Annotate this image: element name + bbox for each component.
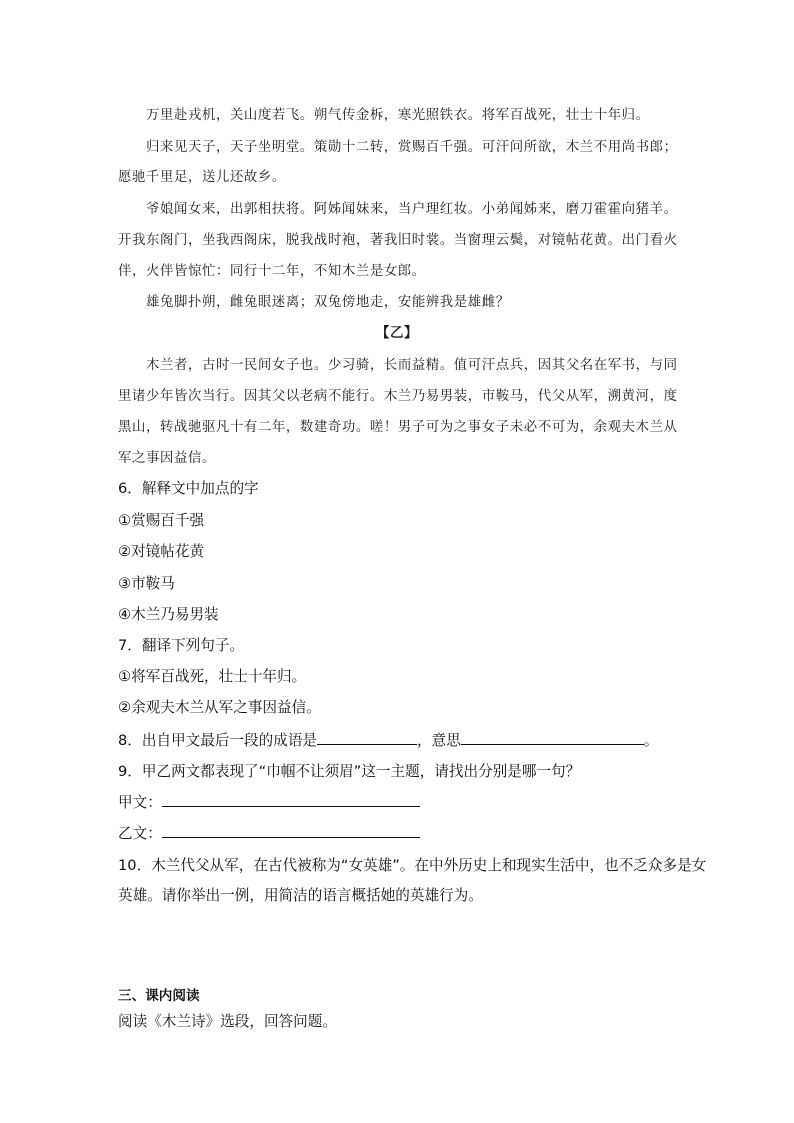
q6-item-4: ④木兰乃易男装 — [118, 606, 219, 623]
q9-jia-label: 甲文： — [118, 794, 162, 811]
q8-meaning-blank[interactable] — [461, 730, 644, 745]
q7-item-2: ②余观夫木兰从军之事因益信。 — [118, 699, 321, 716]
q9-title: 9．甲乙两文都表现了“巾帼不让须眉”这一主题，请找出分别是哪一句？ — [118, 763, 581, 780]
passage-jia-line-5: 开我东阁门，坐我西阁床，脱我战时袍，著我旧时裳。当窗理云鬓，对镜帖花黄。出门看火 — [118, 233, 678, 248]
q8-suffix: 。 — [643, 732, 659, 749]
passage-yi-line-3: 黑山，转战驰驱凡十有二年，数建奇功。嗟！男子可为之事女子未必不可为，余观夫木兰从 — [118, 420, 678, 435]
passage-jia-line-1: 万里赴戎机，关山度若飞。朔气传金柝，寒光照铁衣。将军百战死，壮士十年归。 — [146, 108, 650, 123]
section3-heading: 三、课内阅读 — [118, 988, 200, 1004]
q6-item-3: ③市鞍马 — [118, 575, 175, 592]
q8-idiom-blank[interactable] — [317, 730, 417, 745]
q8-line — [118, 729, 658, 750]
passage-jia-line-4: 爷娘闻女来，出郭相扶将。阿姊闻妹来，当户理红妆。小弟闻姊来，磨刀霍霍向猪羊。 — [146, 202, 678, 217]
passage-yi-line-2: 里诸少年皆次当行。因其父以老病不能行。木兰乃易男装，市鞍马，代父从军，溯黄河，度 — [118, 389, 678, 404]
q9-yi-blank[interactable] — [162, 823, 420, 838]
q7-item-1: ①将军百战死，壮士十年归。 — [118, 668, 307, 685]
q7-title: 7．翻译下列句子。 — [118, 637, 245, 654]
q10-line-1: 10．木兰代父从军，在古代被称为“女英雄”。在中外历史上和现实生活中，也不乏众多是女 — [118, 857, 707, 874]
passage-yi-heading: 【乙】 — [376, 325, 418, 341]
q9-jia-blank[interactable] — [162, 792, 420, 807]
passage-jia-line-7: 雄兔脚扑朔，雌兔眼迷离；双兔傍地走，安能辨我是雄雌？ — [146, 295, 510, 310]
passage-jia-line-3: 愿驰千里足，送儿还故乡。 — [118, 170, 286, 185]
q9-yi-line — [118, 822, 420, 843]
q8-middle: ，意思 — [417, 732, 461, 749]
passage-yi-line-4: 军之事因益信。 — [118, 451, 216, 466]
q10-line-2: 英雄。请你举出一例，用简洁的语言概括她的英雄行为。 — [118, 887, 483, 904]
q9-yi-label: 乙文： — [118, 825, 162, 842]
q6-item-1: ①赏赐百千强 — [118, 512, 205, 529]
q9-jia-line — [118, 791, 420, 812]
passage-jia-line-6: 伴，火伴皆惊忙：同行十二年，不知木兰是女郎。 — [118, 264, 426, 279]
passage-jia-line-2: 归来见天子，天子坐明堂。策勋十二转，赏赐百千强。可汗问所欲，木兰不用尚书郎； — [146, 140, 678, 155]
q6-title: 6．解释文中加点的字 — [118, 480, 259, 497]
passage-yi-line-1: 木兰者，古时一民间女子也。少习骑，长而益精。值可汗点兵，因其父名在军书，与同 — [146, 358, 678, 373]
section3-instruction: 阅读《木兰诗》选段，回答问题。 — [118, 1013, 337, 1030]
q8-prefix: 8．出自甲文最后一段的成语是 — [118, 732, 318, 749]
q6-item-2: ②对镜帖花黄 — [118, 543, 205, 560]
